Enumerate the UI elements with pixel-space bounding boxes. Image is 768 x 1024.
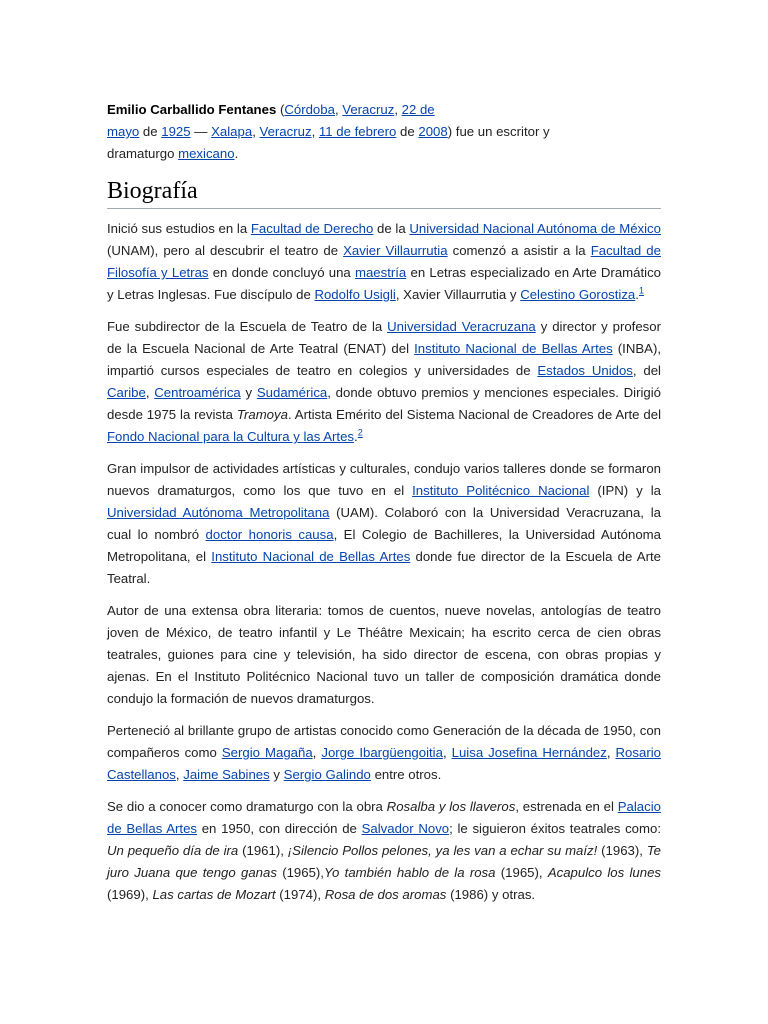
link-inba[interactable]: Instituto Nacional de Bellas Artes [414, 341, 613, 356]
text: . [635, 287, 639, 302]
text: en 1950, con dirección de [197, 821, 362, 836]
section-heading: Biografía [107, 176, 661, 209]
link-jorge-ibarguengoitia[interactable]: Jorge Ibargüengoitia [321, 745, 443, 760]
link-estados-unidos[interactable]: Estados Unidos [537, 363, 633, 378]
link-universidad-veracruzana[interactable]: Universidad Veracruzana [387, 319, 536, 334]
link-rodolfo-usigli[interactable]: Rodolfo Usigli [314, 287, 396, 302]
link-xalapa[interactable]: Xalapa [211, 124, 253, 139]
link-uam[interactable]: Universidad Autónoma Metropolitana [107, 505, 330, 520]
text: (INBA), impartió cursos especiales de teatro en colegios y universidades de [107, 341, 661, 378]
link-mexicano[interactable]: mexicano [178, 146, 235, 161]
link-inba-2[interactable]: Instituto Nacional de Bellas Artes [211, 549, 411, 564]
text: , [145, 385, 155, 400]
text: (1961), [238, 843, 288, 858]
text: y [240, 385, 257, 400]
text: de la [373, 221, 410, 236]
ref-link-1[interactable]: 1 [638, 285, 644, 296]
text: , [252, 124, 260, 139]
link-unam[interactable]: Universidad Nacional Autónoma de México [409, 221, 661, 236]
subject-name: Emilio Carballido Fentanes [107, 102, 277, 117]
link-honoris-causa[interactable]: doctor honoris causa [205, 527, 334, 542]
reference-marker[interactable] [639, 286, 644, 296]
text: y [269, 767, 284, 782]
reference-marker[interactable] [358, 428, 363, 438]
link-birth-date-cont[interactable]: mayo [107, 124, 140, 139]
text: . [234, 146, 239, 161]
text: (1986) y otras. [446, 887, 536, 902]
link-veracruz[interactable]: Veracruz [342, 102, 395, 117]
paragraph-3 [107, 458, 661, 590]
text: . Artista Emérito del Sistema Nacional de Creadores de Arte del [287, 407, 661, 422]
link-sudamerica[interactable]: Sudamérica [256, 385, 328, 400]
text: , del [632, 363, 661, 378]
ref-link-2[interactable]: 2 [357, 427, 363, 438]
link-birth-date[interactable]: 22 de [401, 102, 435, 117]
text: (1969), [107, 887, 153, 902]
text: (IPN) y la [589, 483, 661, 498]
link-2008[interactable]: 2008 [418, 124, 448, 139]
link-facultad-derecho[interactable]: Facultad de Derecho [250, 221, 374, 236]
text: en Letras especializado en Arte Dramático y Letras Inglesas. Fue discípulo de [107, 265, 661, 302]
text: , [311, 124, 319, 139]
link-sergio-galindo[interactable]: Sergio Galindo [283, 767, 371, 782]
link-ipn[interactable]: Instituto Politécnico Nacional [412, 483, 590, 498]
text: ; le siguieron éxitos teatrales como: [449, 821, 661, 836]
text: ) fue un escritor y [447, 124, 550, 139]
paragraph-4 [107, 600, 661, 710]
text: , El Colegio de Bachilleres, la Universidad Autónoma Metropolitana, el [107, 527, 661, 564]
link-salvador-novo[interactable]: Salvador Novo [361, 821, 450, 836]
text: donde fue director de la Escuela de Arte Teatral. [107, 549, 661, 586]
link-sergio-magana[interactable]: Sergio Magaña [221, 745, 313, 760]
text: . [354, 429, 358, 444]
paragraph-2 [107, 316, 661, 448]
article-body [107, 218, 661, 916]
italic-title: Te juro Juana que tengo ganas [107, 843, 661, 880]
text: dramaturgo [107, 146, 179, 161]
text: , donde obtuvo premios y menciones especiales. Dirigió desde 1975 la revista [107, 385, 662, 422]
text: , [175, 767, 184, 782]
text: Inició sus estudios en la [107, 221, 251, 236]
italic-title: Acapulco los lunes [547, 865, 661, 880]
italic-title: ¡Silencio Pollos pelones, ya les van a echar su maíz! [287, 843, 598, 858]
italic-title: Yo también hablo de la rosa [323, 865, 496, 880]
text: Gran impulsor de actividades artísticas y culturales, condujo varios talleres donde se formaron nuevos dramaturgos, como los que tuvo en el [107, 461, 661, 498]
link-jaime-sabines[interactable]: Jaime Sabines [183, 767, 270, 782]
link-celestino-gorostiza[interactable]: Celestino Gorostiza [520, 287, 636, 302]
text: (UAM). Colaboró con la Universidad Veracruzana, la cual lo nombró [107, 505, 661, 542]
paragraph-6 [107, 796, 661, 906]
link-xavier-villaurrutia[interactable]: Xavier Villaurrutia [343, 243, 448, 258]
italic-title: Las cartas de Mozart [152, 887, 276, 902]
text: de [396, 124, 419, 139]
italic-title: Un pequeño día de ira [107, 843, 239, 858]
link-fonca[interactable]: Fondo Nacional para la Cultura y las Artes [107, 429, 355, 444]
link-1925[interactable]: 1925 [161, 124, 191, 139]
italic-title: Tramoya [236, 407, 288, 422]
text: (1963), [597, 843, 647, 858]
intro-paragraph [107, 99, 577, 165]
text: y director y profesor de la Escuela Nacional de Arte Teatral (ENAT) del [107, 319, 662, 356]
text: , estrenada en el [515, 799, 618, 814]
text: , Xavier Villaurrutia y [395, 287, 521, 302]
text: comenzó a asistir a la [447, 243, 591, 258]
text: (1965), [276, 865, 324, 880]
text: Perteneció al brillante grupo de artistas conocido como Generación de la década de 1950, con compañeros como [107, 723, 661, 760]
link-caribe[interactable]: Caribe [107, 385, 146, 400]
italic-title: Rosa de dos aromas [324, 887, 447, 902]
text: (UNAM), pero al descubrir el teatro de [107, 243, 344, 258]
italic-title: Rosalba y los llaveros [386, 799, 516, 814]
link-rosario-castellanos[interactable]: Rosario Castellanos [107, 745, 661, 782]
link-cordoba[interactable]: Córdoba [284, 102, 335, 117]
text: , [394, 102, 402, 117]
text: en donde concluyó una [208, 265, 355, 280]
text: Fue subdirector de la Escuela de Teatro de la [107, 319, 388, 334]
text: de [139, 124, 162, 139]
text: — [190, 124, 212, 139]
link-maestria[interactable]: maestría [354, 265, 407, 280]
link-centroamerica[interactable]: Centroamérica [154, 385, 241, 400]
paragraph-1 [107, 218, 661, 306]
link-palacio-bellas-artes[interactable]: Palacio de Bellas Artes [107, 799, 661, 836]
text: , [606, 745, 616, 760]
link-filosofia-letras[interactable]: Facultad de Filosofía y Letras [107, 243, 661, 280]
text: ( [276, 102, 285, 117]
link-death-date[interactable]: 11 de febrero [318, 124, 397, 139]
text: , [442, 745, 452, 760]
text: Autor de una extensa obra literaria: tomos de cuentos, nueve novelas, antologías de teatro joven de México, de teatro infantil y Le Théâtre Mexicain; ha escrito cerca de cien obras teatrales, guiones para cine y televisión, ha sido director de escena, con obras propias y ajenas. En el Instituto Politécnico Nacional tuvo un taller de composición dramática donde condujo la formación de nuevos dramaturgos. [107, 603, 661, 706]
paragraph-5 [107, 720, 661, 786]
text: entre otros. [370, 767, 442, 782]
text: , [334, 102, 343, 117]
text: Se dio a conocer como dramaturgo con la obra [107, 799, 387, 814]
link-veracruz-2[interactable]: Veracruz [259, 124, 312, 139]
text: (1965), [495, 865, 548, 880]
text: , [312, 745, 322, 760]
text: (1974), [275, 887, 325, 902]
link-luisa-josefina-hernandez[interactable]: Luisa Josefina Hernández [451, 745, 607, 760]
